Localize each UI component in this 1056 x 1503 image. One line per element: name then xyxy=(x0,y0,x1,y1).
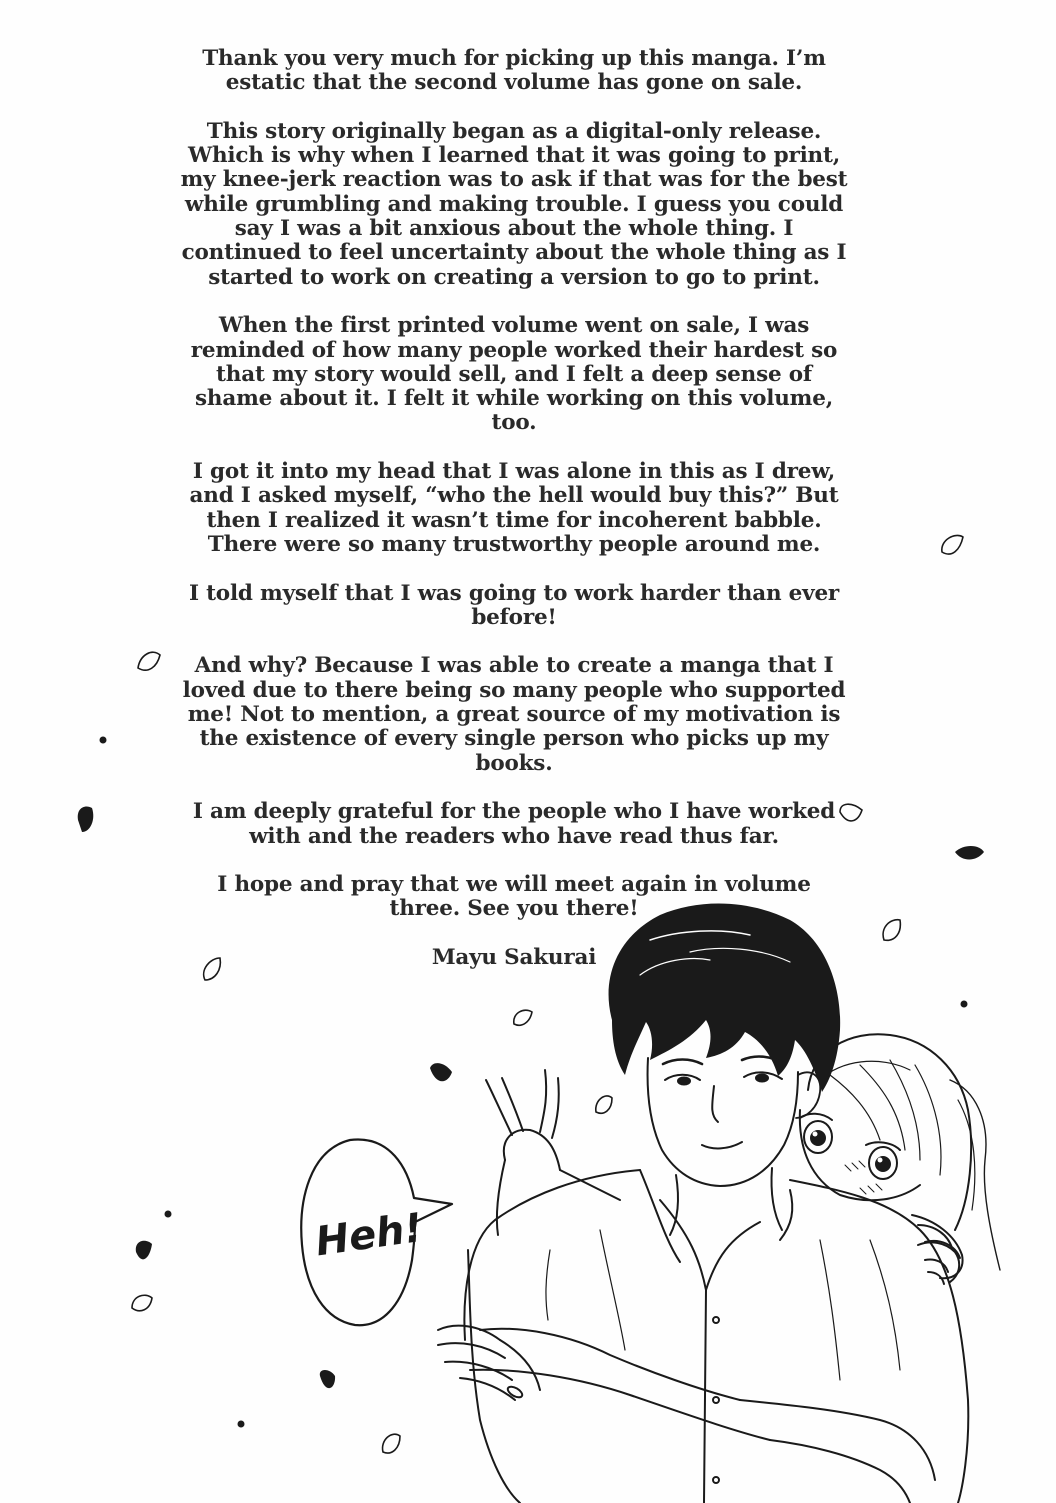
petal-icon xyxy=(840,804,862,821)
afterword-paragraph: And why? Because I was able to create a manga that I loved due to there being so many people who supported me! Not to mention, a great source of my motivation is the existence of every single person who picks up my books. xyxy=(182,653,846,776)
afterword-paragraph: Thank you very much for picking up this manga. I’m estatic that the second volume has gone on sale. xyxy=(202,46,826,96)
petal-icon xyxy=(883,920,900,941)
dark-petal-icon xyxy=(430,1063,452,1081)
dark-petal-icon xyxy=(320,1370,335,1388)
petal-icon xyxy=(138,652,160,670)
dot-icon xyxy=(961,1001,968,1008)
afterword-paragraph: I am deeply grateful for the people who I have worked with and the readers who have read thus far. xyxy=(192,799,836,849)
dark-petal-icon xyxy=(136,1241,152,1260)
dot-icon xyxy=(238,1421,245,1428)
afterword-paragraph: I told myself that I was going to work harder than ever before! xyxy=(188,580,840,630)
dark-petal-icon xyxy=(955,846,984,860)
dot-icon xyxy=(100,737,107,744)
petal-icon xyxy=(596,1096,612,1113)
petal-icon xyxy=(132,1295,152,1311)
dark-petal-decorations xyxy=(78,737,984,1428)
speech-bubble-text: Heh! xyxy=(312,1204,426,1266)
petal-icon xyxy=(383,1434,400,1453)
dot-icon xyxy=(165,1211,172,1218)
author-signature: Mayu Sakurai xyxy=(431,944,597,970)
afterword-paragraph: I hope and pray that we will meet again in volume three. See you there! xyxy=(217,872,811,922)
petal-icon xyxy=(514,1010,532,1025)
afterword-paragraph: This story originally began as a digital-only release. Which is why when I learned that it was going to print, my knee-jerk reaction was to ask if that was for the best while grumbling and making trouble. I guess you could say I was a bit anxious about the whole thing. I continued to feel uncertainty about the whole thing as I started to work on creating a version to go to print. xyxy=(180,118,848,290)
dark-petal-icon xyxy=(78,807,94,833)
afterword-paragraph: I got it into my head that I was alone in this as I drew, and I asked myself, “who the hell would buy this?” But then I realized it wasn’t time for incoherent babble. There were so many trustworthy people around me. xyxy=(189,459,839,557)
petal-icon xyxy=(942,535,963,554)
petal-icon xyxy=(204,958,221,980)
man-character xyxy=(438,904,968,1503)
afterword-paragraph: When the first printed volume went on sale, I was reminded of how many people worked their hardest so that my story would sell, and I felt a deep sense of shame about it. I felt it while working on this volume, too. xyxy=(190,313,838,436)
